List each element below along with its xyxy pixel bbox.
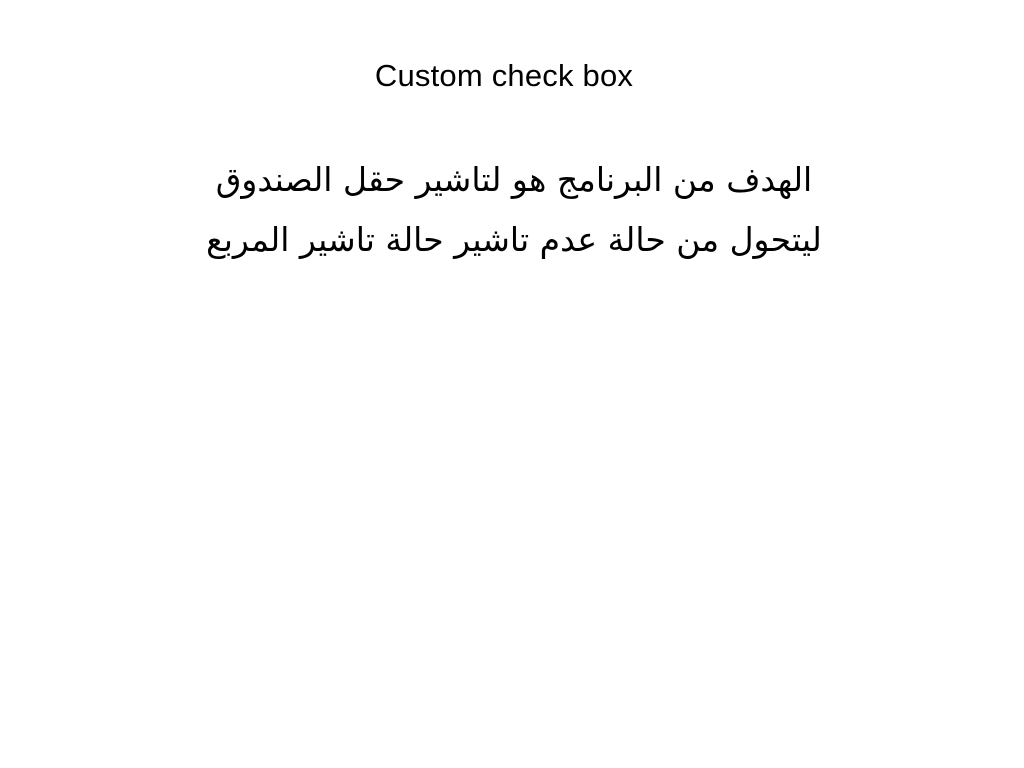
slide-body — [170, 150, 858, 270]
slide-title: Custom check box — [374, 58, 634, 93]
body-line-2: ليتحول من حالة عدم تاشير حالة تاشير المربع — [206, 220, 822, 259]
body-line-1: الهدف من البرنامج هو لتاشير حقل الصندوق — [215, 160, 813, 199]
